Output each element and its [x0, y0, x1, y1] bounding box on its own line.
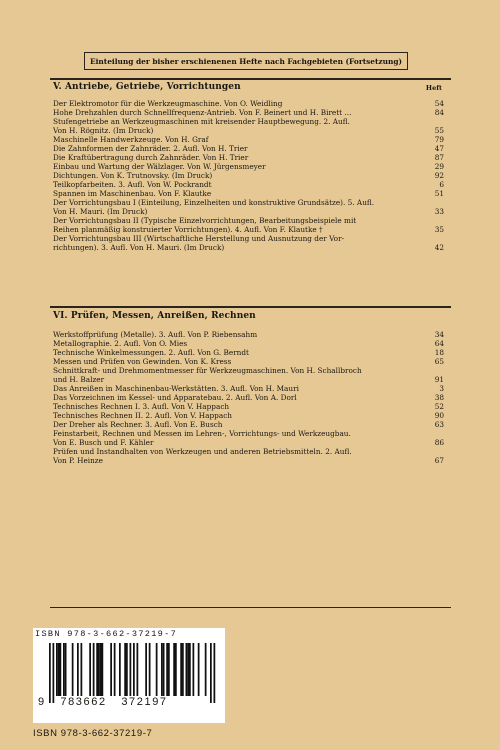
- catalog-entry-text: Schnittkraft- und Drehmomentmesser für Werkzeugmaschinen. Von H. Schallbroch: [53, 366, 362, 375]
- isbn-top-text: ISBN 978-3-662-37219-7: [35, 629, 178, 639]
- barcode-bar: [161, 643, 163, 696]
- catalog-entry-heft-number: 87: [432, 153, 444, 162]
- barcode-digits: [37, 696, 223, 708]
- catalog-entry-text: Der Vorrichtungsbau I (Einteilung, Einzelheiten und konstruktive Grundsätze). 5. Aufl.: [53, 198, 375, 207]
- catalog-entry-heft-number: 84: [432, 108, 444, 117]
- bottom-rule: [50, 607, 451, 608]
- catalog-entry-text: Das Vorzeichnen im Kessel- und Apparatebau. 2. Aufl. Von A. Dorl: [53, 393, 297, 402]
- catalog-entry-text: Maschinelle Handwerkzeuge. Von H. Graf: [53, 135, 209, 144]
- catalog-entry-text: Die Zahnformen der Zahnräder. 2. Aufl. Von H. Trier: [53, 144, 248, 153]
- catalog-entry-text: Metallographie. 2. Aufl. Von O. Mies: [53, 339, 188, 348]
- catalog-entry-text: Werkstoffprüfung (Metalle). 3. Aufl. Von P. Riebensahm: [53, 330, 258, 339]
- catalog-entry: [53, 117, 444, 135]
- catalog-entry-heft-number: 33: [432, 207, 444, 216]
- barcode-bar: [156, 643, 158, 696]
- catalog-entry: [53, 447, 444, 465]
- barcode-bar: [72, 643, 74, 696]
- catalog-entry: [53, 420, 444, 429]
- barcode-bar: [189, 643, 191, 696]
- barcode-bar: [100, 643, 102, 696]
- barcode-bar: [180, 643, 182, 696]
- barcode-bar: [187, 643, 189, 696]
- barcode-bar: [145, 643, 147, 696]
- catalog-entry-text: Teilkopfarbeiten. 3. Aufl. Von W. Pockrandt: [53, 180, 212, 189]
- catalog-entry-text: und H. Balzer: [53, 375, 105, 384]
- catalog-entry-text: Der Vorrichtungsbau II (Typische Einzelvorrichtungen, Bearbeitungsbeispiele mit: [53, 216, 357, 225]
- barcode: [33, 628, 225, 723]
- barcode-bar: [96, 643, 98, 696]
- catalog-entry-heft-number: 3: [436, 384, 444, 393]
- catalog-entry: [53, 357, 444, 366]
- catalog-entry-text: Von E. Busch und F. Kähler: [53, 438, 154, 447]
- barcode-bar: [214, 643, 216, 703]
- barcode-bar: [205, 643, 207, 696]
- barcode-bar: [173, 643, 175, 696]
- catalog-entry: [53, 384, 444, 393]
- catalog-entry-text: richtungen). 3. Aufl. Von H. Mauri. (Im Druck): [53, 243, 225, 252]
- series-caption-box: [84, 52, 408, 70]
- barcode-bar: [93, 643, 95, 696]
- catalog-entry: [53, 108, 444, 117]
- catalog-entry-text: Technisches Rechnen II. 2. Aufl. Von V. Happach: [53, 411, 232, 420]
- barcode-bar: [163, 643, 165, 696]
- barcode-bar: [130, 643, 132, 703]
- catalog-entry-text: Von P. Heinze: [53, 456, 103, 465]
- catalog-entry-heft-number: 29: [432, 162, 444, 171]
- catalog-entry-text: Technisches Rechnen I. 3. Aufl. Von V. Happach: [53, 402, 230, 411]
- barcode-bar: [81, 643, 83, 696]
- catalog-entry-heft-number: 55: [432, 126, 444, 135]
- barcode-bar: [133, 643, 135, 703]
- barcode-bar: [63, 643, 65, 696]
- catalog-entry: [53, 339, 444, 348]
- catalog-entry-text: Die Kraftübertragung durch Zahnräder. Von H. Trier: [53, 153, 249, 162]
- catalog-entry: [53, 216, 444, 234]
- catalog-entry-heft-number: 42: [432, 243, 444, 252]
- catalog-entry: [53, 348, 444, 357]
- catalog-entry-heft-number: 47: [432, 144, 444, 153]
- barcode-digits-right: 372197: [121, 696, 168, 708]
- series-caption: Einteilung der bisher erschienenen Hefte nach Fachgebieten (Fortsetzung): [89, 56, 403, 66]
- barcode-bar: [110, 643, 112, 696]
- barcode-bar: [98, 643, 100, 696]
- section-6-title: VI. Prüfen, Messen, Anreißen, Rechnen: [53, 311, 256, 321]
- catalog-entry: [53, 330, 444, 339]
- barcode-bar: [53, 643, 55, 703]
- catalog-entry-text: Der Dreher als Rechner. 3. Aufl. Von E. Busch: [53, 420, 223, 429]
- catalog-entry-text: Dichtungen. Von K. Trutnovsky. (Im Druck): [53, 171, 213, 180]
- catalog-entry-heft-number: 35: [432, 225, 444, 234]
- isbn-bottom-text: ISBN 978-3-662-37219-7: [33, 728, 153, 739]
- catalog-entry-text: Der Elektromotor für die Werkzeugmaschine. Von O. Weidling: [53, 99, 283, 108]
- section-5-top-rule: [50, 78, 451, 80]
- catalog-entry: [53, 402, 444, 411]
- barcode-digits-left: 783662: [60, 696, 107, 708]
- catalog-entry-heft-number: 51: [432, 189, 444, 198]
- catalog-entry: [53, 234, 444, 252]
- barcode-bar: [60, 643, 62, 696]
- catalog-entry-text: Das Anreißen in Maschinenbau-Werkstätten. 3. Aufl. Von H. Mauri: [53, 384, 299, 393]
- section-5-title: V. Antriebe, Getriebe, Vorrichtungen: [53, 82, 241, 92]
- barcode-bar: [119, 643, 121, 696]
- barcode-bar: [175, 643, 177, 696]
- catalog-entry-heft-number: 92: [432, 171, 444, 180]
- catalog-entry-text: Technische Winkelmessungen. 2. Aufl. Von G. Berndt: [53, 348, 249, 357]
- barcode-bar: [114, 643, 116, 696]
- barcode-bar: [168, 643, 170, 696]
- catalog-entry-text: Reihen planmäßig konstruierter Vorrichtungen). 4. Aufl. Von F. Klautke †: [53, 225, 323, 234]
- barcode-bar: [182, 643, 184, 696]
- catalog-entry-text: Prüfen und Instandhalten von Werkzeugen und anderen Betriebsmitteln. 2. Aufl.: [53, 447, 352, 456]
- catalog-entry-heft-number: 54: [432, 99, 444, 108]
- catalog-entry-heft-number: 18: [432, 348, 444, 357]
- catalog-entry: [53, 429, 444, 447]
- barcode-bar: [126, 643, 128, 696]
- barcode-digit-first: 9: [38, 696, 46, 708]
- catalog-entry: [53, 171, 444, 180]
- barcode-bar: [149, 643, 151, 696]
- catalog-entry: [53, 144, 444, 153]
- catalog-entry: [53, 153, 444, 162]
- catalog-entry-heft-number: 64: [432, 339, 444, 348]
- catalog-entry-heft-number: 91: [432, 375, 444, 384]
- catalog-entry-text: Von H. Mauri. (Im Druck): [53, 207, 148, 216]
- heft-column-label: Heft: [425, 84, 442, 92]
- catalog-entry-text: Stufengetriebe an Werkzeugmaschinen mit kreisender Hauptbewegung. 2. Aufl.: [53, 117, 350, 126]
- section-6-top-rule: [50, 306, 451, 308]
- barcode-bar: [210, 643, 212, 703]
- catalog-entry: [53, 198, 444, 216]
- catalog-entry-heft-number: 86: [432, 438, 444, 447]
- barcode-bar: [65, 643, 67, 696]
- catalog-entry-text: Der Vorrichtungsbau III (Wirtschaftliche Herstellung und Ausnutzung der Vor-: [53, 234, 345, 243]
- catalog-entry: [53, 411, 444, 420]
- catalog-entry-text: Hohe Drehzahlen durch Schnellfrequenz-Antrieb. Von F. Beinert und H. Birett ...: [53, 108, 352, 117]
- catalog-entry: [53, 393, 444, 402]
- catalog-entry: [53, 99, 444, 108]
- catalog-entry-text: Einbau und Wartung der Wälzlager. Von W. Jürgensmeyer: [53, 162, 266, 171]
- barcode-bar: [77, 643, 79, 696]
- catalog-entry-text: Von H. Rögnitz. (Im Druck): [53, 126, 154, 135]
- catalog-entry-heft-number: 34: [432, 330, 444, 339]
- catalog-entry-text: Messen und Prüfen von Gewinden. Von K. Kress: [53, 357, 232, 366]
- barcode-bar: [56, 643, 58, 696]
- barcode-bar: [137, 643, 139, 696]
- catalog-entry: [53, 135, 444, 144]
- barcode-bar: [102, 643, 104, 696]
- barcode-bar: [58, 643, 60, 696]
- section-6-entries: [53, 330, 444, 465]
- catalog-entry-heft-number: 79: [432, 135, 444, 144]
- catalog-entry-heft-number: 65: [432, 357, 444, 366]
- catalog-entry-heft-number: 90: [432, 411, 444, 420]
- barcode-bar: [198, 643, 200, 696]
- catalog-entry: [53, 180, 444, 189]
- barcode-bar: [193, 643, 195, 696]
- barcode-bar: [89, 643, 91, 696]
- catalog-entry: [53, 189, 444, 198]
- catalog-entry-text: Feinstarbeit, Rechnen und Messen im Lehren-, Vorrichtungs- und Werkzeugbau.: [53, 429, 351, 438]
- catalog-entry-heft-number: 38: [432, 393, 444, 402]
- barcode-bar: [186, 643, 188, 696]
- catalog-entry: [53, 162, 444, 171]
- barcode-bar: [49, 643, 51, 703]
- catalog-entry-heft-number: 52: [432, 402, 444, 411]
- section-5-entries: [53, 99, 444, 252]
- catalog-entry-heft-number: 63: [432, 420, 444, 429]
- catalog-entry: [53, 366, 444, 384]
- catalog-entry-heft-number: 67: [432, 456, 444, 465]
- barcode-bar: [166, 643, 168, 696]
- barcode-bar: [124, 643, 126, 696]
- catalog-entry-text: Spannen im Maschinenbau. Von F. Klautke: [53, 189, 212, 198]
- catalog-entry-heft-number: 6: [436, 180, 444, 189]
